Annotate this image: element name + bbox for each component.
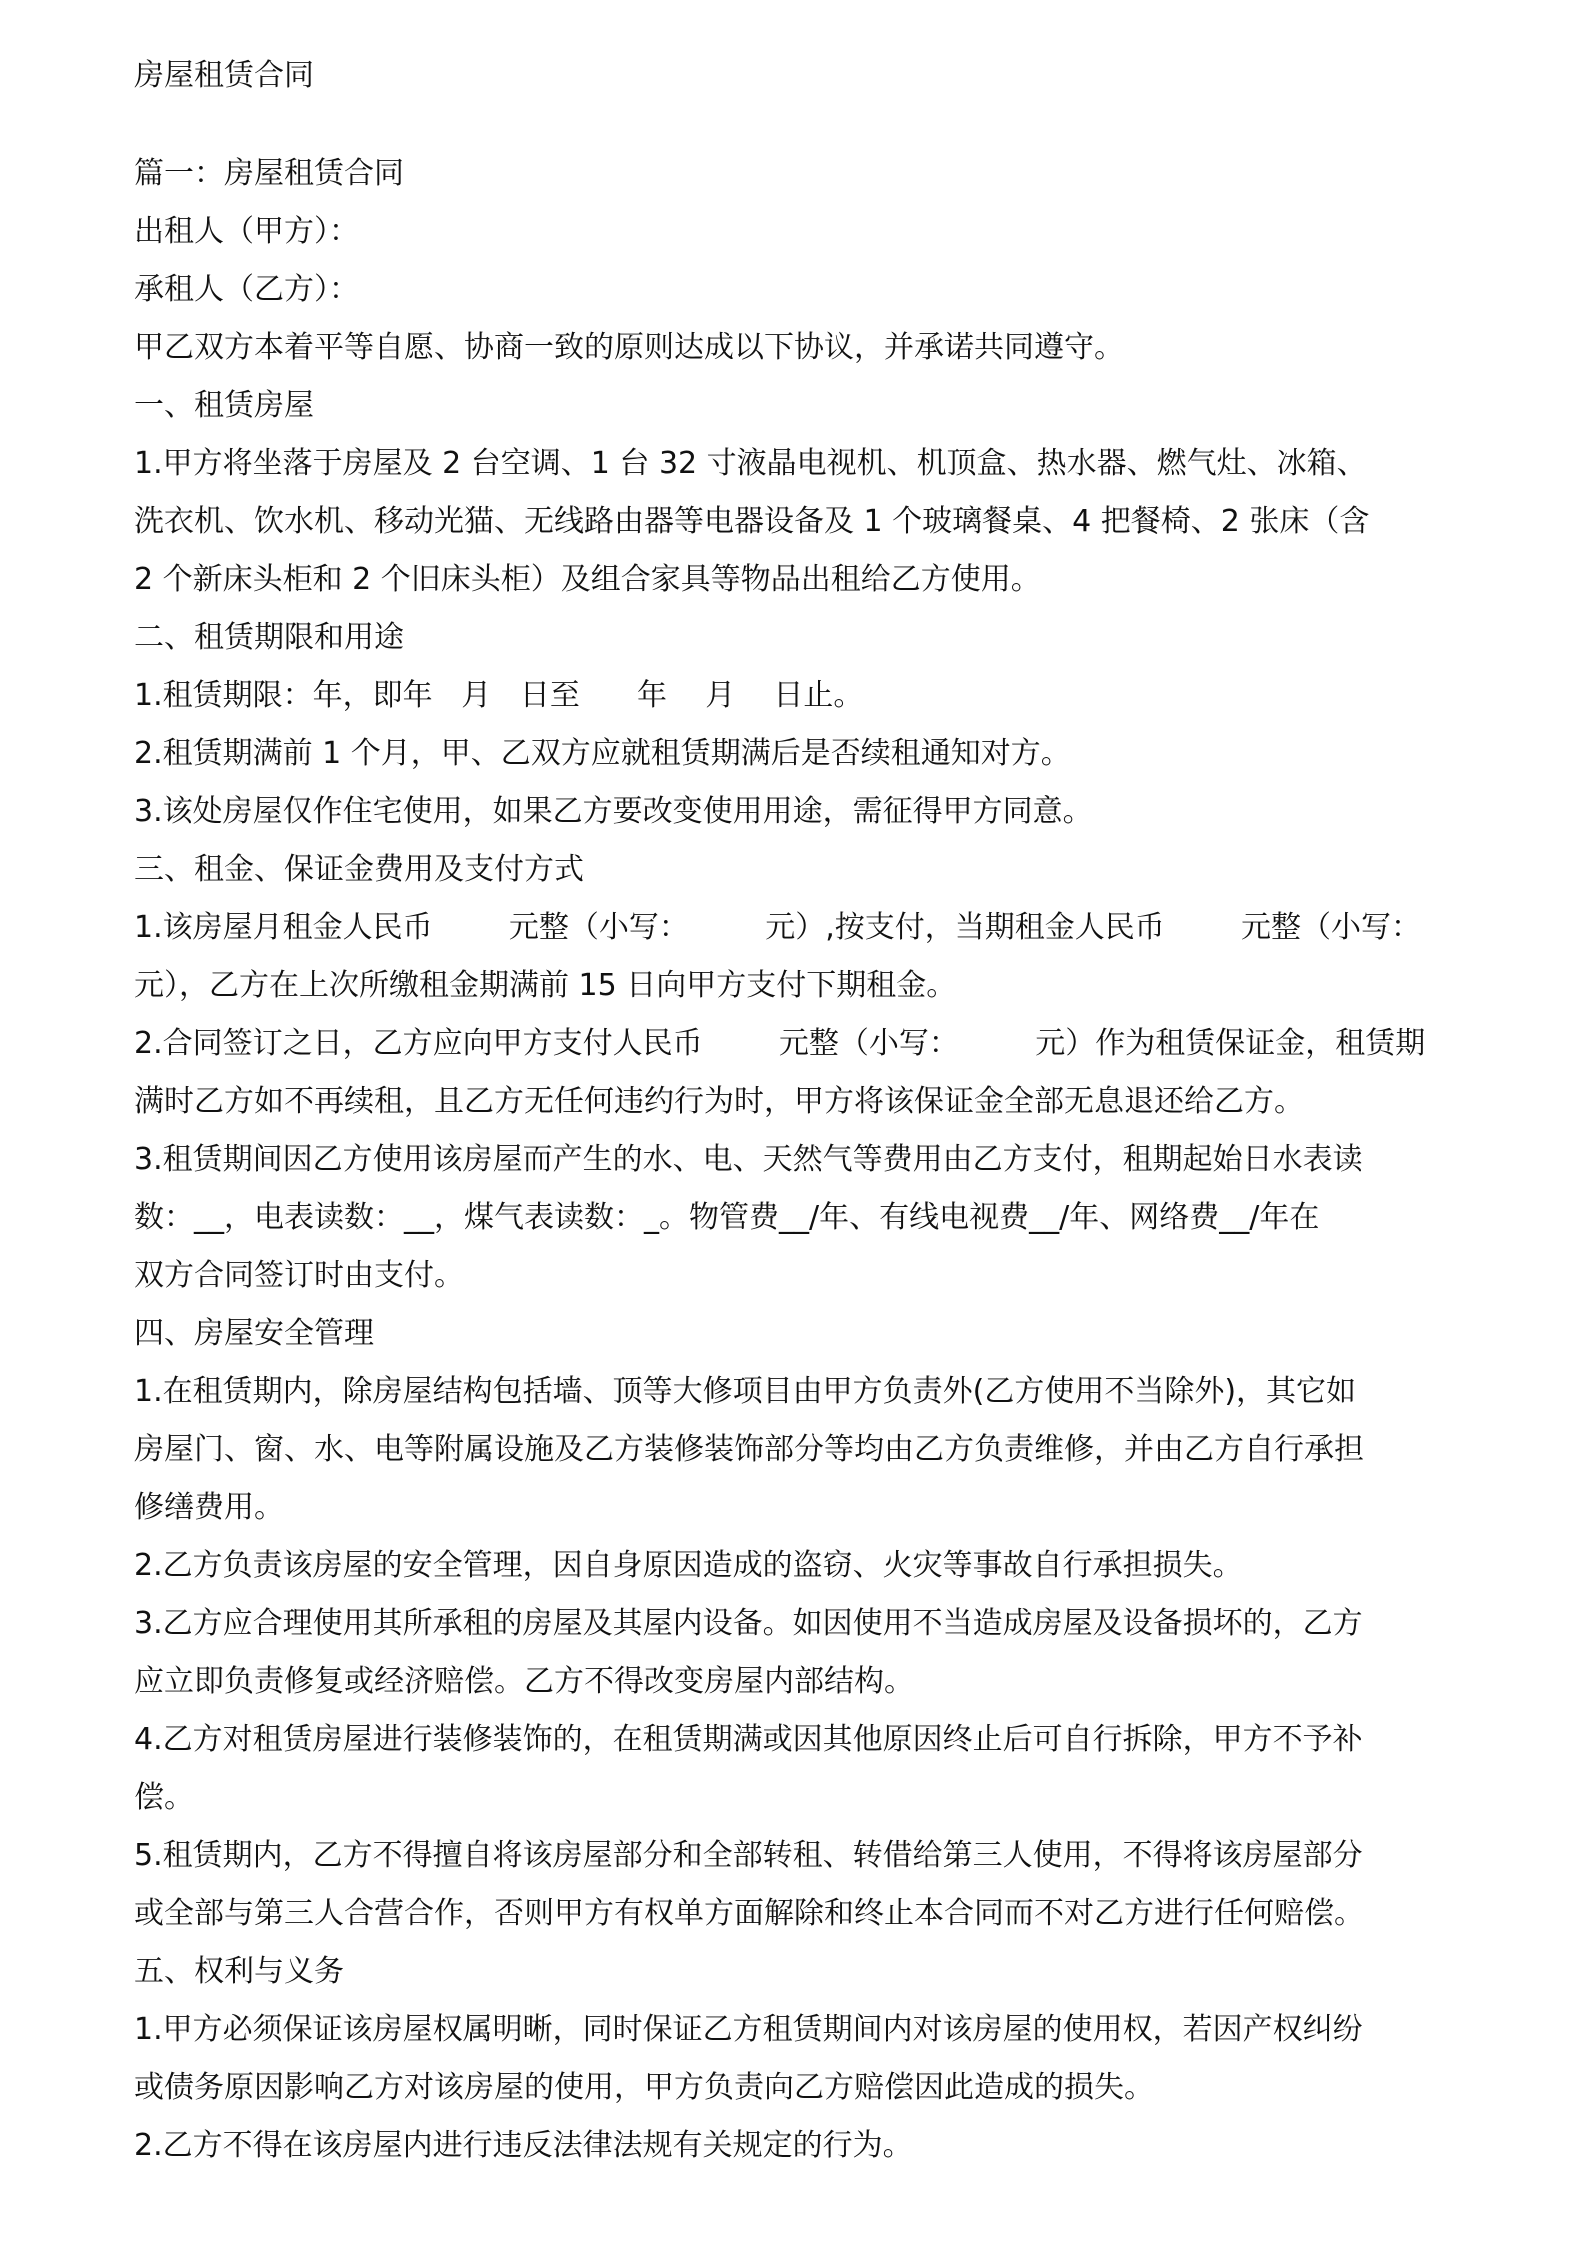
section-heading-2: 二、租赁期限和用途 [134,620,404,655]
body-line: 2.租赁期满前 1 个月，甲、乙双方应就租赁期满后是否续租通知对方。 [134,736,1071,771]
body-line: 1.租赁期限：年，即年 月 日至 年 月 日止。 [134,678,864,713]
body-line: 1.该房屋月租金人民币 元整（小写： 元）,按支付，当期租金人民币 元整（小写： [134,910,1422,945]
section-heading-3: 三、租金、保证金费用及支付方式 [134,852,584,887]
agreement-intro: 甲乙双方本着平等自愿、协商一致的原则达成以下协议，并承诺共同遵守。 [134,330,1124,365]
body-line: 数：__，电表读数：__，煤气表读数：_。物管费__/年、有线电视费__/年、网络费__/年在 [134,1200,1320,1235]
body-line: 2.合同签订之日，乙方应向甲方支付人民币 元整（小写： 元）作为租赁保证金，租赁期 [134,1026,1426,1061]
body-line: 满时乙方如不再续租，且乙方无任何违约行为时，甲方将该保证金全部无息退还给乙方。 [134,1084,1304,1119]
body-line: 双方合同签订时由支付。 [134,1258,464,1293]
body-line: 1.甲方必须保证该房屋权属明晰，同时保证乙方租赁期间内对该房屋的使用权，若因产权纠纷 [134,2012,1363,2047]
body-line: 偿。 [134,1780,194,1815]
lessee-line: 承租人（乙方）： [134,272,359,307]
body-line: 或债务原因影响乙方对该房屋的使用，甲方负责向乙方赔偿因此造成的损失。 [134,2070,1154,2105]
body-line: 2 个新床头柜和 2 个旧床头柜）及组合家具等物品出租给乙方使用。 [134,562,1041,597]
document-title: 房屋租赁合同 [134,58,314,93]
section-heading: 篇一：房屋租赁合同 [134,156,404,191]
body-line: 3.租赁期间因乙方使用该房屋而产生的水、电、天然气等费用由乙方支付，租期起始日水表读 [134,1142,1363,1177]
document-body [134,145,1464,2175]
body-line: 应立即负责修复或经济赔偿。乙方不得改变房屋内部结构。 [134,1664,914,1699]
section-heading-5: 五、权利与义务 [134,1954,344,1989]
body-line: 修缮费用。 [134,1490,284,1525]
body-line: 2.乙方负责该房屋的安全管理，因自身原因造成的盗窃、火灾等事故自行承担损失。 [134,1548,1243,1583]
body-line: 5.租赁期内，乙方不得擅自将该房屋部分和全部转租、转借给第三人使用，不得将该房屋部分 [134,1838,1363,1873]
body-line: 或全部与第三人合营合作，否则甲方有权单方面解除和终止本合同而不对乙方进行任何赔偿。 [134,1896,1364,1931]
body-line: 房屋门、窗、水、电等附属设施及乙方装修装饰部分等均由乙方负责维修，并由乙方自行承担 [134,1432,1364,1467]
section-heading-1: 一、租赁房屋 [134,388,314,423]
section-heading-4: 四、房屋安全管理 [134,1316,374,1351]
body-line: 4.乙方对租赁房屋进行装修装饰的，在租赁期满或因其他原因终止后可自行拆除，甲方不予补 [134,1722,1363,1757]
body-line: 洗衣机、饮水机、移动光猫、无线路由器等电器设备及 1 个玻璃餐桌、4 把餐椅、2 张床（含 [134,504,1370,539]
body-line: 1.在租赁期内，除房屋结构包括墙、顶等大修项目由甲方负责外(乙方使用不当除外)，其它如 [134,1374,1357,1409]
body-line: 2.乙方不得在该房屋内进行违反法律法规有关规定的行为。 [134,2128,913,2163]
body-line: 1.甲方将坐落于房屋及 2 台空调、1 台 32 寸液晶电视机、机顶盒、热水器、燃气灶、冰箱、 [134,446,1367,481]
body-line: 3.该处房屋仅作住宅使用，如果乙方要改变使用用途，需征得甲方同意。 [134,794,1093,829]
body-line: 元），乙方在上次所缴租金期满前 15 日向甲方支付下期租金。 [134,968,957,1003]
lessor-line: 出租人（甲方）： [134,214,359,249]
body-line: 3.乙方应合理使用其所承租的房屋及其屋内设备。如因使用不当造成房屋及设备损坏的，乙方 [134,1606,1363,1641]
